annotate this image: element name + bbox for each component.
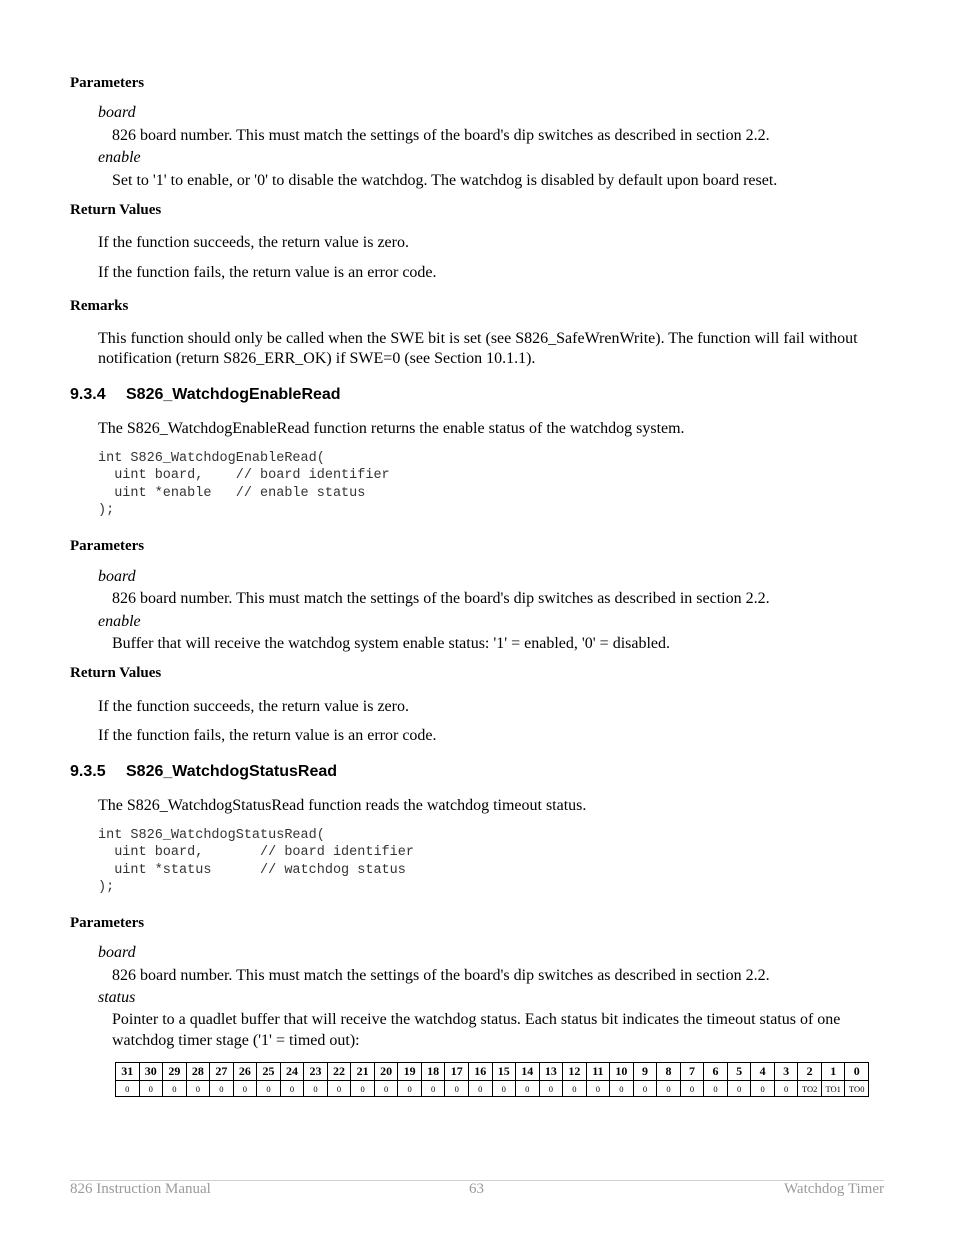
footer-chapter-title: Watchdog Timer [783,1181,884,1197]
section-number: 9.3.4 [70,386,106,403]
return-values-heading: Return Values [70,665,162,681]
bit-value-cell: 0 [304,1081,328,1097]
bit-value-cell: 0 [421,1081,445,1097]
bit-header-cell: 22 [327,1063,351,1081]
bit-value-cell: 0 [139,1081,163,1097]
bit-value-cell: 0 [610,1081,634,1097]
bit-value-cell: 0 [516,1081,540,1097]
bit-value-cell: 0 [633,1081,657,1097]
remarks-text: This function should only be called when the SWE bit is set (see S826_SafeWrenWrite). The function will fail without notification (return S826_ERR_OK) if SWE=0 (see Section 10.1.1). [98,330,858,367]
param-board-desc: 826 board number. This must match the settings of the board's dip switches as described in section 2.2. [112,590,770,607]
bit-value-cell: 0 [257,1081,281,1097]
bit-header-cell: 29 [163,1063,187,1081]
bit-header-cell: 11 [586,1063,610,1081]
bit-header-cell: 20 [374,1063,398,1081]
section-number: 9.3.5 [70,763,106,780]
bit-value-cell: TO0 [845,1081,869,1097]
section-9-3-5-title [70,763,337,781]
return-success-text: If the function succeeds, the return value is zero. [98,234,409,251]
bit-header-cell: 30 [139,1063,163,1081]
bit-header-cell: 19 [398,1063,422,1081]
function-signature-code: int S826_WatchdogStatusRead( uint board, // board identifier uint *status // watchdog status ); [98,828,414,895]
section-intro: The S826_WatchdogStatusRead function reads the watchdog timeout status. [98,797,587,814]
bit-value-cell: 0 [116,1081,140,1097]
param-board-name: board [98,944,136,961]
param-enable-desc: Buffer that will receive the watchdog system enable status: '1' = enabled, '0' = disabled. [112,635,671,652]
param-enable-desc: Set to '1' to enable, or '0' to disable the watchdog. The watchdog is disabled by default upon board reset. [112,172,778,189]
bit-value-cell: 0 [751,1081,775,1097]
bit-header-cell: 9 [633,1063,657,1081]
bit-header-cell: 28 [186,1063,210,1081]
bit-header-cell: 17 [445,1063,469,1081]
bit-value-cell: 0 [539,1081,563,1097]
param-enable-name: enable [98,613,141,630]
bit-value-cell: 0 [563,1081,587,1097]
parameters-heading: Parameters [70,75,145,91]
bit-value-cell: 0 [492,1081,516,1097]
bit-header-cell: 16 [468,1063,492,1081]
bit-value-cell: 0 [351,1081,375,1097]
bit-header-cell: 5 [727,1063,751,1081]
bit-value-cell: 0 [468,1081,492,1097]
bit-header-cell: 10 [610,1063,634,1081]
param-status-name: status [98,989,136,1006]
bit-value-cell: 0 [774,1081,798,1097]
return-success-text: If the function succeeds, the return value is zero. [98,698,409,715]
param-board-desc: 826 board number. This must match the settings of the board's dip switches as described in section 2.2. [112,127,770,144]
function-signature-code: int S826_WatchdogEnableRead( uint board, // board identifier uint *enable // enable status ); [98,451,390,518]
bit-header-cell: 12 [563,1063,587,1081]
param-board-name: board [98,104,136,121]
bit-value-cell: 0 [186,1081,210,1097]
bit-value-cell: 0 [163,1081,187,1097]
bit-header-cell: 4 [751,1063,775,1081]
bit-header-cell: 6 [704,1063,728,1081]
section-9-3-4-title [70,386,341,404]
bit-header-cell: 21 [351,1063,375,1081]
return-values-heading: Return Values [70,202,162,218]
footer-manual-title: 826 Instruction Manual [70,1181,211,1197]
param-status-desc: Pointer to a quadlet buffer that will receive the watchdog status. Each status bit indicates the timeout status of one watchdog timer stage ('1' = timed out): [112,1011,841,1049]
bit-header-cell: 31 [116,1063,140,1081]
bit-value-row [116,1081,869,1097]
bit-value-cell: 0 [374,1081,398,1097]
bit-header-cell: 24 [280,1063,304,1081]
bit-value-cell: 0 [445,1081,469,1097]
bit-header-cell: 15 [492,1063,516,1081]
footer-page-number: 63 [469,1181,484,1197]
bit-value-cell: 0 [657,1081,681,1097]
return-fail-text: If the function fails, the return value is an error code. [98,264,437,281]
bit-value-cell: 0 [586,1081,610,1097]
parameters-heading: Parameters [70,915,145,931]
bit-header-cell: 25 [257,1063,281,1081]
bit-header-cell: 2 [798,1063,822,1081]
bit-header-cell: 27 [210,1063,234,1081]
param-board-desc: 826 board number. This must match the settings of the board's dip switches as described in section 2.2. [112,967,770,984]
bit-value-cell: 0 [398,1081,422,1097]
bit-header-cell: 3 [774,1063,798,1081]
bit-header-cell: 13 [539,1063,563,1081]
bit-header-cell: 7 [680,1063,704,1081]
bit-value-cell: 0 [233,1081,257,1097]
param-board-name: board [98,568,136,585]
bit-value-cell: 0 [210,1081,234,1097]
watchdog-status-bit-table [115,1062,869,1097]
bit-value-cell: 0 [327,1081,351,1097]
bit-value-cell: 0 [727,1081,751,1097]
bit-value-cell: TO2 [798,1081,822,1097]
bit-header-cell: 0 [845,1063,869,1081]
bit-header-cell: 23 [304,1063,328,1081]
return-fail-text: If the function fails, the return value is an error code. [98,727,437,744]
bit-header-cell: 8 [657,1063,681,1081]
remarks-heading: Remarks [70,298,129,314]
bit-header-cell: 14 [516,1063,540,1081]
bit-number-row [116,1063,869,1081]
section-intro: The S826_WatchdogEnableRead function returns the enable status of the watchdog system. [98,420,685,437]
parameters-heading: Parameters [70,538,145,554]
section-name: S826_WatchdogStatusRead [126,763,338,780]
bit-header-cell: 1 [821,1063,845,1081]
section-name: S826_WatchdogEnableRead [126,386,341,403]
bit-value-cell: 0 [680,1081,704,1097]
bit-header-cell: 18 [421,1063,445,1081]
bit-value-cell: 0 [280,1081,304,1097]
param-enable-name: enable [98,149,141,166]
bit-value-cell: TO1 [821,1081,845,1097]
bit-header-cell: 26 [233,1063,257,1081]
bit-value-cell: 0 [704,1081,728,1097]
